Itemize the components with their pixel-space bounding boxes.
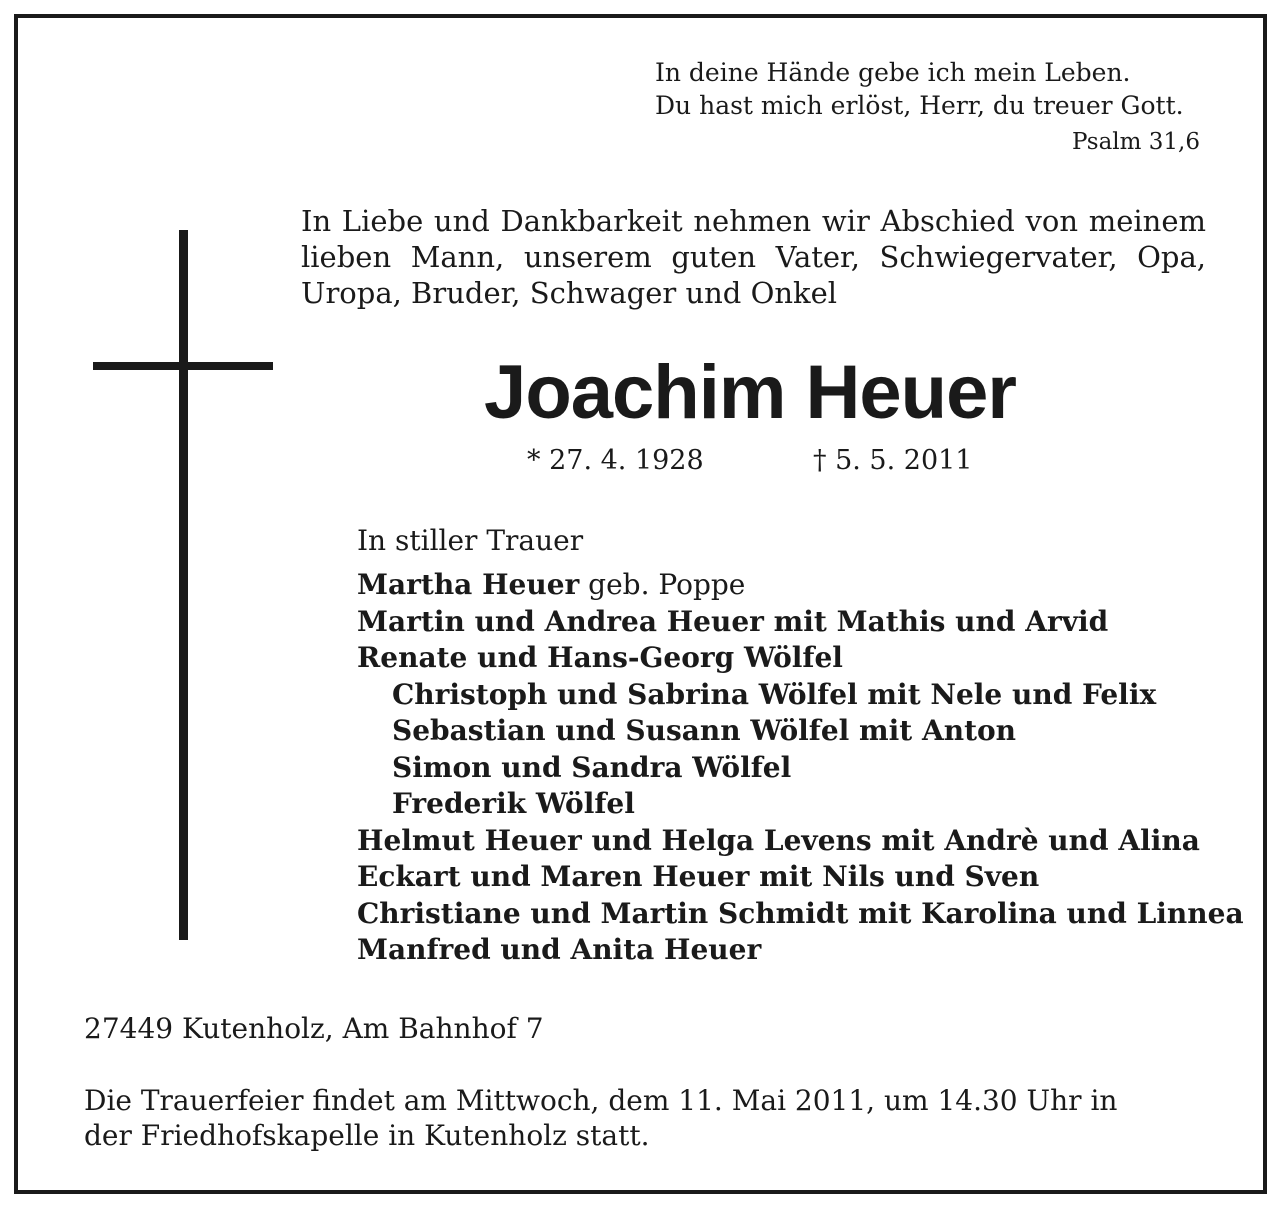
psalm-reference: Psalm 31,6 xyxy=(1071,129,1200,155)
mourner-entry: Christiane und Martin Schmidt mit Karolina und Linnea xyxy=(357,896,1244,930)
mourner-name: Martha Heuer xyxy=(357,568,580,601)
mourning-intro: In stiller Trauer xyxy=(357,524,584,557)
mourner-entry: Eckart und Maren Heuer mit Nils und Sven xyxy=(357,860,1040,893)
mourner-entry: Renate und Hans-Georg Wölfel xyxy=(357,641,843,674)
mourner-entry: Manfred und Anita Heuer xyxy=(357,933,762,966)
mourner-entry: Simon und Sandra Wölfel xyxy=(392,750,792,784)
funeral-info: Die Trauerfeier findet am Mittwoch, dem 11. Mai 2011, um 14.30 Uhr in der Friedhofskapelle in Kutenholz statt. xyxy=(84,1084,1118,1152)
farewell-intro: In Liebe und Dankbarkeit nehmen wir Abschied von meinem lieben Mann, unserem guten Vater, Schwiegervater, Opa, Uropa, Bruder, Schwager und Onkel xyxy=(301,204,1206,310)
mourner-entry: Frederik Wölfel xyxy=(392,787,635,820)
mourner-entry: Martin und Andrea Heuer mit Mathis und Arvid xyxy=(357,604,1109,638)
family-address: 27449 Kutenholz, Am Bahnhof 7 xyxy=(84,1012,544,1045)
psalm-line-2: Du hast mich erlöst, Herr, du treuer Gott. xyxy=(655,91,1184,120)
cross-icon-bar xyxy=(93,362,273,370)
mourner-suffix: geb. Poppe xyxy=(579,568,746,601)
mourners-list xyxy=(357,567,1244,969)
psalm-line-1: In deine Hände gebe ich mein Leben. xyxy=(655,58,1131,87)
mourner-entry xyxy=(357,567,1237,604)
birth-date: * 27. 4. 1928 xyxy=(527,445,704,476)
mourner-entry: Christoph und Sabrina Wölfel mit Nele und Felix xyxy=(392,677,1157,711)
deceased-name: Joachim Heuer xyxy=(484,350,1016,435)
mourner-entry: Sebastian und Susann Wölfel mit Anton xyxy=(392,714,1017,747)
psalm-quote xyxy=(655,56,1215,159)
mourner-entry: Helmut Heuer und Helga Levens mit Andrè und Alina xyxy=(357,823,1200,857)
cross-icon xyxy=(179,230,188,940)
death-date: † 5. 5. 2011 xyxy=(813,445,973,476)
